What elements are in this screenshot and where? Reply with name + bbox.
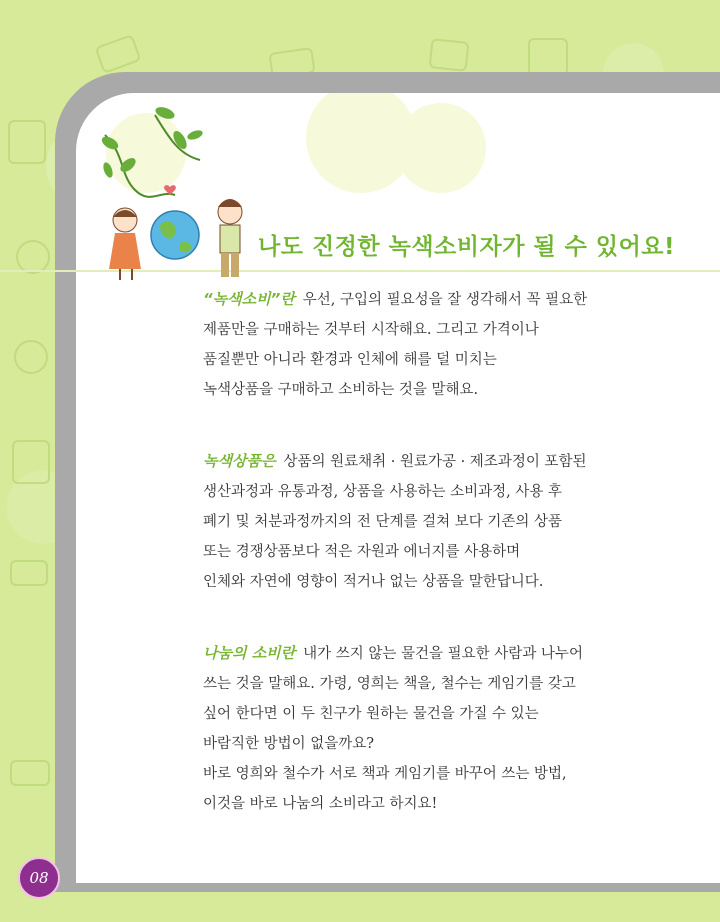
- text-line: 생산과정과 유통과정, 상품을 사용하는 소비과정, 사용 후: [203, 484, 563, 500]
- text-line: 쓰는 것을 말해요. 가령, 영희는 책을, 철수는 게임기를 갖고: [203, 676, 576, 692]
- earth-icon: [151, 211, 199, 259]
- girl-icon: [109, 208, 141, 280]
- text-line: 바로 영희와 철수가 서로 책과 게임기를 바꾸어 쓰는 방법,: [203, 766, 567, 782]
- gift-doodle-icon: [429, 38, 470, 72]
- section-green-products: [203, 446, 586, 597]
- text-line: 또는 경쟁상품보다 적은 자원과 에너지를 사용하며: [203, 544, 521, 560]
- text-line: 상품의 원료채취 · 원료가공 · 제조과정이 포함된: [283, 454, 587, 470]
- section-green-consumption: [203, 284, 587, 405]
- text-line: 이것을 바로 나눔의 소비라고 하지요!: [203, 796, 438, 812]
- text-line: 제품만을 구매하는 것부터 시작해요. 그리고 가격이나: [203, 322, 539, 338]
- text-line: 녹색상품을 구매하고 소비하는 것을 말해요.: [203, 382, 479, 398]
- shopping-bag-doodle-icon: [12, 440, 50, 484]
- section-label: 나눔의 소비란: [203, 644, 296, 662]
- shopping-bag-doodle-icon: [8, 120, 46, 164]
- text-line: 우선, 구입의 필요성을 잘 생각해서 꼭 필요한: [302, 292, 588, 308]
- section-label: 녹색상품은: [203, 452, 276, 470]
- vine-icon: [100, 105, 204, 197]
- envelope-doodle-icon: [10, 560, 48, 586]
- flower-doodle-icon: [14, 340, 48, 374]
- text-line: 바람직한 방법이 없을까요?: [203, 736, 375, 752]
- text-line: 품질뿐만 아니라 환경과 인체에 해를 덜 미치는: [203, 352, 497, 368]
- panel-glow: [396, 103, 486, 193]
- page-title: 나도 진정한 녹색소비자가 될 수 있어요!: [258, 234, 676, 260]
- text-line: 싶어 한다면 이 두 친구가 원하는 물건을 가질 수 있는: [203, 706, 539, 722]
- smile-doodle-icon: [16, 240, 50, 274]
- page-number-badge: 08: [18, 857, 60, 899]
- section-label: “녹색소비”란: [203, 290, 295, 308]
- text-line: 인체와 자연에 영향이 적거나 없는 상품을 말한답니다.: [203, 574, 544, 590]
- text-line: 내가 쓰지 않는 물건을 필요한 사람과 나누어: [303, 646, 583, 662]
- shopping-bag-doodle-icon: [528, 38, 568, 76]
- children-earth-illustration: [80, 95, 270, 285]
- box-doodle-icon: [10, 760, 50, 786]
- boy-icon: [218, 199, 242, 277]
- section-sharing-consumption: [203, 638, 583, 819]
- text-line: 폐기 및 처분과정까지의 전 단계를 걸쳐 보다 기존의 상품: [203, 514, 563, 530]
